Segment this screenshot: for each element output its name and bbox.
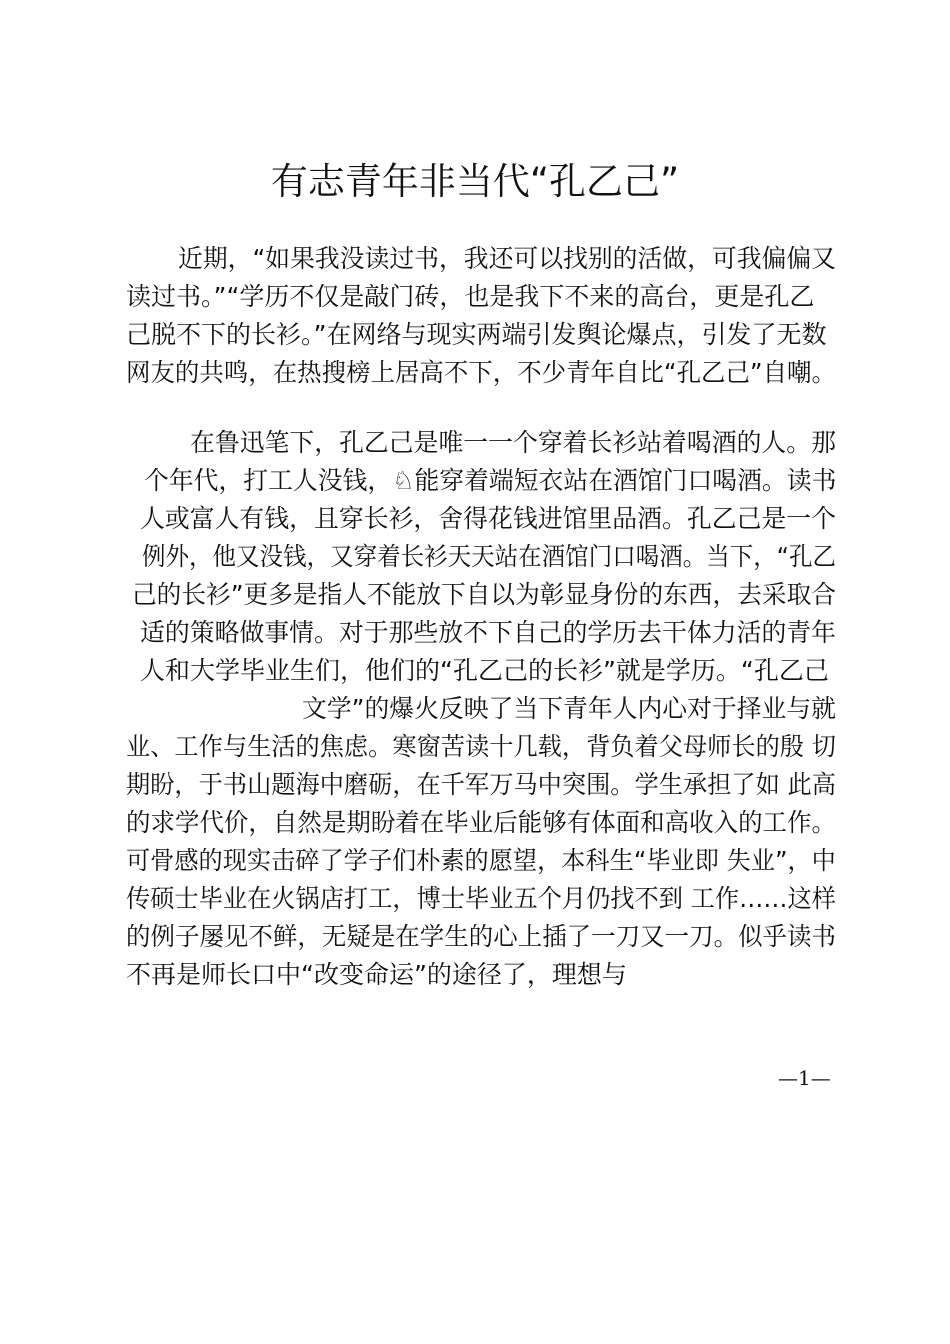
paragraph-1-line: 近期，“如果我没读过书，我还可以找别的活做，可我偏偏又 (178, 244, 836, 273)
paragraph-1-line: 网友的共鸣，在热搜榜上居高不下，不少青年自比“孔乙己”自嘲。 (126, 358, 836, 387)
paragraph-2-line: 在鲁迅笔下，孔乙己是唯一一个穿着长衫站着喝酒的人。那 (190, 428, 836, 457)
paragraph-2-line: 文学”的爆火反映了当下青年人内心对于择业与就 (302, 694, 836, 723)
paragraph-2-line: 不再是师长口中“改变命运”的途径了，理想与 (126, 960, 627, 989)
paragraph-2-line: 人和大学毕业生们，他们的“孔乙己的长衫”就是学历。“孔乙己 (140, 656, 829, 685)
paragraph-2-line: 期盼，于书山题海中磨砺，在千军万马中突围。学生承担了如 此高 (126, 770, 836, 799)
paragraph-1-line: 读过书。”“学历不仅是敲门砖，也是我下不来的高台，更是孔乙 (126, 282, 815, 311)
paragraph-2-line: 人或富人有钱，且穿长衫，舍得花钱进馆里品酒。孔乙己是一个 (140, 504, 837, 533)
paragraph-2-line: 例外，他又没钱，又穿着长衫天天站在酒馆门口喝酒。当下，“孔乙 (142, 542, 836, 571)
document-title: 有志青年非当代“孔乙己” (270, 160, 680, 203)
paragraph-2-line: 的例子屡见不鲜，无疑是在学生的心上插了一刀又一刀。似乎读书 (126, 922, 837, 951)
paragraph-2-line: 业、工作与生活的焦虑。寒窗苦读十几载，背负着父母师长的殷 切 (126, 732, 836, 761)
paragraph-2-line: 己的长衫”更多是指人不能放下自以为彰显身份的东西，去采取合 (132, 580, 836, 609)
paragraph-1-line: 己脱不下的长衫。”在网络与现实两端引发舆论爆点，引发了无数 (126, 320, 827, 349)
paragraph-2-line: 的求学代价，自然是期盼着在毕业后能够有体面和高收入的工作。 (126, 808, 837, 837)
paragraph-2-line: 可骨感的现实击碎了学子们朴素的愿望，本科生“毕业即 失业”，中 (126, 846, 836, 875)
paragraph-2-line: 个年代，打工人没钱，♘能穿着端短衣站在酒馆门口喝酒。读书 (144, 466, 837, 495)
paragraph-2-line: 适的策略做事情。对于那些放不下自己的学历去干体力活的青年 (140, 618, 837, 647)
page-number: —1— (778, 1066, 831, 1090)
paragraph-2-line: 传硕士毕业在火锅店打工，博士毕业五个月仍找不到 工作……这样 (126, 884, 836, 913)
